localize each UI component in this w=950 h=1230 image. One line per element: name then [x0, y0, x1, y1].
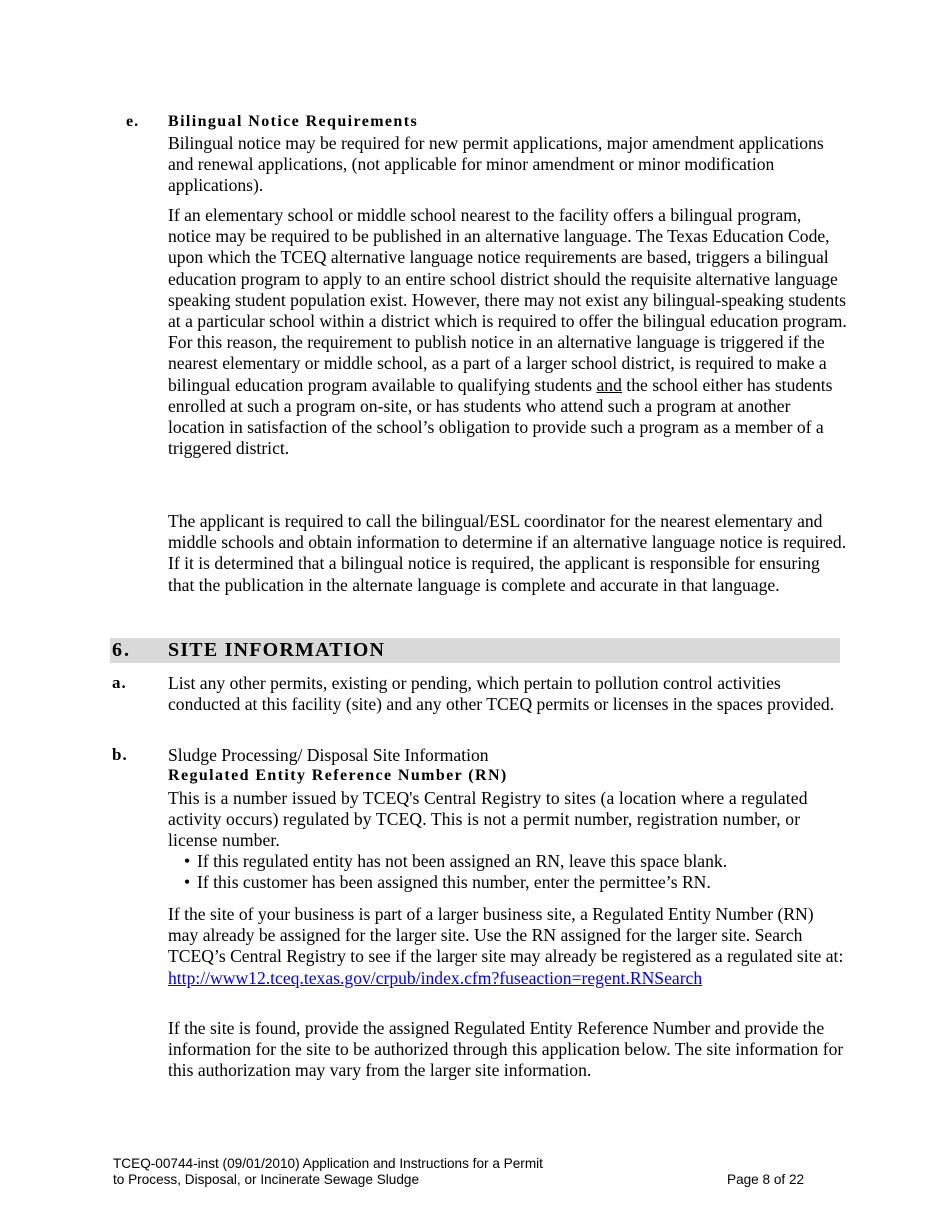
section-6-number: 6.: [112, 639, 131, 661]
item-a-text: List any other permits, existing or pending, which pertain to pollution control activities conducted at this facility (site) and any other TCEQ permits or licenses in the spaces provided.: [168, 673, 835, 715]
footer-line-2: to Process, Disposal, or Incinerate Sewage Sludge: [113, 1172, 420, 1188]
paragraph-2-text-start: If an elementary school or middle school nearest to the facility offers a bilingual program, notice may be required to be published in an alternative language. The Texas Education Code, upon which the TCEQ alternative language notice requirements are based, triggers a bilingual education program to apply to an entire school district should the requisite alternative language speaking student population exist. However, there may not exist any bilingual-speaking students at a particular school within a district which is required to offer the bilingual education program. For this reason, the requirement to publish notice in an alternative language is triggered if the nearest elementary or middle school, as a part of a larger school district, is required to make a bilingual education program available to qualifying students: [168, 205, 847, 395]
rn-larger-site-text: If the site of your business is part of a larger business site, a Regulated Entity Number (RN) may already be assigned for the larger site. Use the RN assigned for the larger site. Search TCEQ’s Central Registry to see if the larger site may already be registered as a regulated site at:: [168, 904, 844, 967]
rn-found-paragraph: If the site is found, provide the assigned Regulated Entity Reference Number and provide the information for the site to be authorized through this application below. The site information for this authorization may vary from the larger site information.: [168, 1018, 844, 1081]
bilingual-paragraph-2: [168, 205, 848, 459]
footer-form-info: [113, 1156, 543, 1189]
section-6-title: SITE INFORMATION: [168, 639, 386, 661]
list-item: • If this regulated entity has not been assigned an RN, leave this space blank.: [184, 851, 727, 872]
bilingual-paragraph-3: The applicant is required to call the bilingual/ESL coordinator for the nearest elementary and middle schools and obtain information to determine if an alternative language notice is required. If it is determined that a bilingual notice is required, the applicant is responsible for ensuring that the publication in the alternate language is complete and accurate in that language.: [168, 511, 847, 595]
section-6-banner: [110, 638, 840, 663]
paragraph-2-text-end: the school either has students enrolled at such a program on-site, or has students who attend such a program at another location in satisfaction of the school’s obligation to provide such a program as a member of a triggered district.: [168, 374, 833, 459]
section-e-title: Bilingual Notice Requirements: [168, 113, 419, 130]
rn-larger-site-paragraph: [168, 904, 848, 989]
rn-description: This is a number issued by TCEQ's Central Registry to sites (a location where a regulated activity occurs) regulated by TCEQ. This is not a permit number, registration number, or license number.: [168, 788, 808, 851]
list-item: • If this customer has been assigned this number, enter the permittee’s RN.: [184, 872, 727, 893]
bilingual-paragraph-1: Bilingual notice may be required for new permit applications, major amendment applications and renewal applications, (not applicable for minor amendment or minor modification applications).: [168, 133, 824, 196]
section-e-label: e.: [126, 113, 140, 130]
rn-heading: Regulated Entity Reference Number (RN): [168, 767, 508, 784]
item-b-label: b.: [112, 745, 128, 764]
rn-search-link[interactable]: http://www12.tceq.texas.gov/crpub/index.cfm?fuseaction=regent.RNSearch: [168, 967, 703, 988]
page-number: Page 8 of 22: [727, 1172, 805, 1187]
footer-line-1: TCEQ-00744-inst (09/01/2010) Application and Instructions for a Permit: [113, 1156, 543, 1171]
underlined-and: and: [596, 374, 622, 395]
item-b-title: Sludge Processing/ Disposal Site Information: [168, 745, 489, 765]
rn-bullet-list: [184, 851, 727, 893]
item-a-label: a.: [112, 673, 127, 692]
